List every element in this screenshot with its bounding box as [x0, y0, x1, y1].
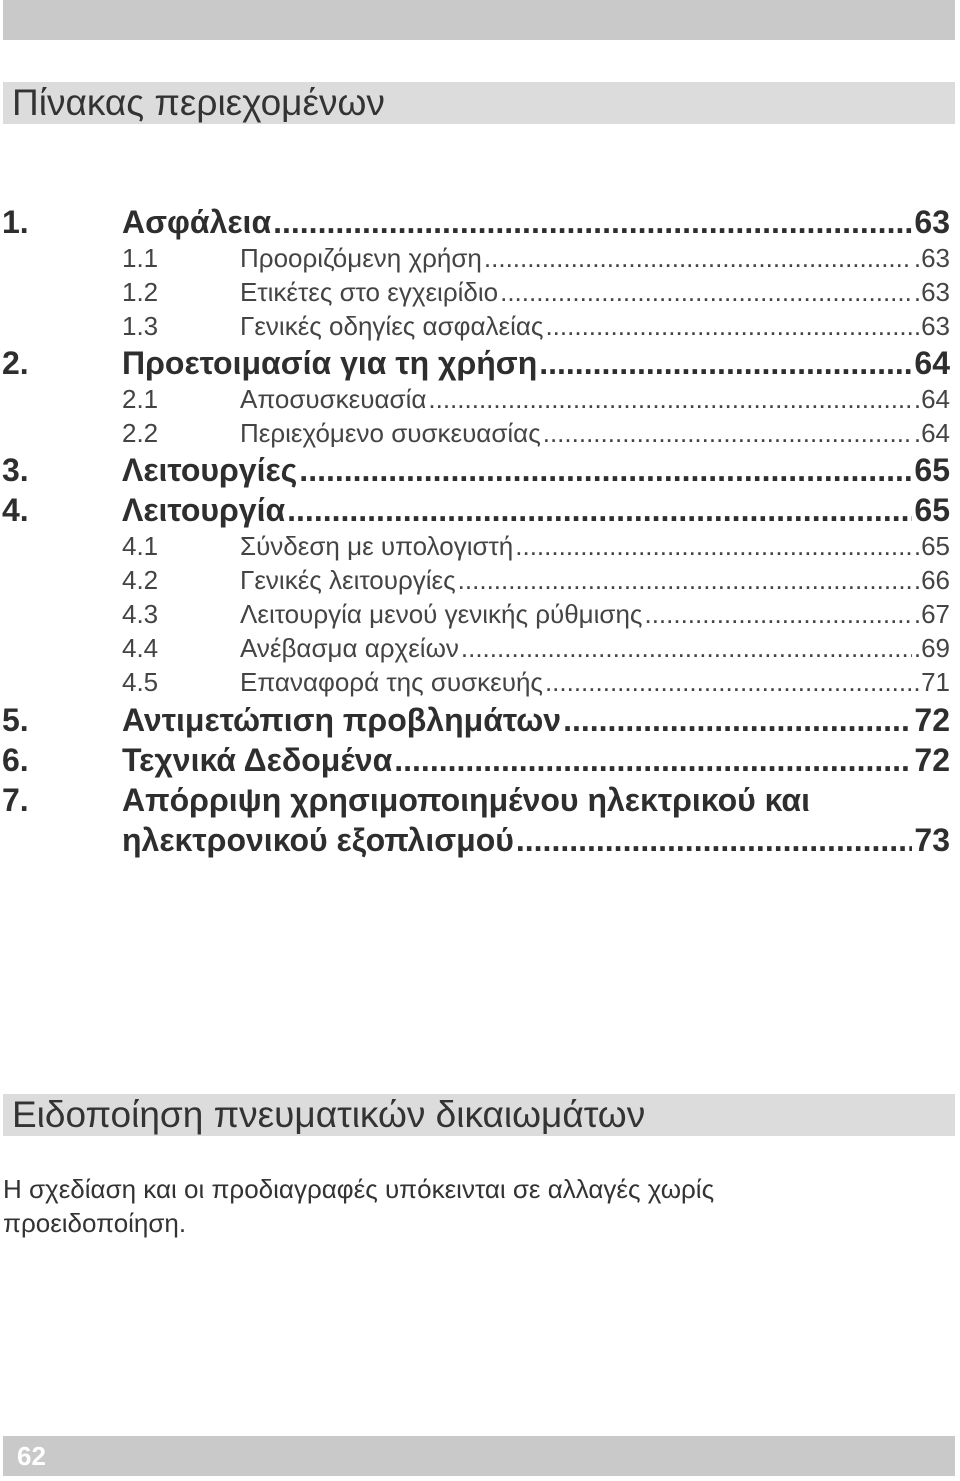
- toc-entry-4-2[interactable]: [0, 563, 960, 597]
- toc-entry-title: Απόρριψη χρησιμοποιημένου ηλεκτρικού και: [122, 781, 810, 818]
- toc-heading: Πίνακας περιεχομένων: [3, 82, 955, 124]
- toc-entry-title: Λειτουργίες: [122, 451, 298, 488]
- dot-leader: [484, 243, 912, 274]
- toc-entry-page: 64: [914, 344, 950, 381]
- toc-entry-number: 1.3: [122, 310, 159, 341]
- toc-entry-title: Λειτουργία μενού γενικής ρύθμισης: [240, 598, 643, 629]
- toc-entry-page: .65: [913, 530, 950, 561]
- toc-entry-page: 63: [914, 203, 950, 240]
- dot-leader: [516, 822, 913, 859]
- toc-entry-number: 3.: [2, 451, 29, 488]
- toc-entry-number: 4.3: [122, 598, 159, 629]
- footer-bar: [3, 1436, 955, 1476]
- toc-entry-number: 2.1: [122, 383, 159, 414]
- toc-entry-title: Σύνδεση με υπολογιστή: [240, 530, 514, 561]
- toc-entry-title: Προοριζόμενη χρήση: [240, 242, 482, 273]
- toc-entry-title: Γενικές οδηγίες ασφαλείας: [240, 310, 544, 341]
- toc-entry-title: Περιεχόμενο συσκευασίας: [240, 417, 541, 448]
- dot-leader: [458, 565, 912, 596]
- dot-leader: [461, 633, 912, 664]
- dot-leader: [644, 599, 911, 630]
- toc-entry-1-1[interactable]: [0, 241, 960, 275]
- toc-entry-7[interactable]: [0, 781, 960, 819]
- toc-entry-number: 4.2: [122, 564, 159, 595]
- toc-entry-1-2[interactable]: [0, 275, 960, 309]
- top-decorative-bar: [3, 0, 955, 40]
- toc-entry-title: Προετοιμασία για τη χρήση: [122, 344, 538, 381]
- toc-entry-2-1[interactable]: [0, 382, 960, 416]
- toc-entry-number: 4.1: [122, 530, 159, 561]
- toc-entry-page: 65: [914, 451, 950, 488]
- toc-entry-6[interactable]: [0, 741, 960, 779]
- toc-entry-title: Τεχνικά Δεδομένα: [122, 741, 393, 778]
- toc-entry-7-continued[interactable]: [0, 821, 960, 859]
- toc-entry-2[interactable]: [0, 344, 960, 382]
- toc-entry-page: 65: [914, 491, 950, 528]
- toc-entry-title: Ετικέτες στο εγχειρίδιο: [240, 276, 499, 307]
- toc-entry-number: 4.4: [122, 632, 159, 663]
- toc-entry-page: .63: [913, 242, 950, 273]
- dot-leader: [428, 384, 911, 415]
- toc-entry-page: 72: [914, 741, 950, 778]
- toc-entry-2-2[interactable]: [0, 416, 960, 450]
- toc-entry-page: .66: [913, 564, 950, 595]
- toc-entry-1-3[interactable]: [0, 309, 960, 343]
- toc-entry-title: Αντιμετώπιση προβλημάτων: [122, 701, 562, 738]
- toc-entry-page: .63: [913, 276, 950, 307]
- toc-entry-1[interactable]: [0, 203, 960, 241]
- toc-entry-3[interactable]: [0, 451, 960, 489]
- toc-entry-4-1[interactable]: [0, 529, 960, 563]
- toc-entry-title: Ασφάλεια: [122, 203, 272, 240]
- toc-entry-page: 73: [914, 821, 950, 858]
- dot-leader: [515, 531, 912, 562]
- dot-leader: [543, 418, 912, 449]
- dot-leader: [394, 742, 912, 779]
- toc-entry-page: .64: [913, 383, 950, 414]
- toc-entry-number: 2.2: [122, 417, 159, 448]
- toc-entry-page: .63: [913, 310, 950, 341]
- toc-entry-number: 1.: [2, 203, 29, 240]
- toc-entry-title: Αποσυσκευασία: [240, 383, 427, 414]
- toc-entry-4-5[interactable]: [0, 665, 960, 699]
- dot-leader: [287, 492, 912, 529]
- dot-leader: [563, 702, 912, 739]
- toc-entry-page: .67: [913, 598, 950, 629]
- dot-leader: [545, 667, 919, 698]
- toc-entry-title: ηλεκτρονικού εξοπλισμού: [122, 821, 514, 858]
- toc-entry-number: 5.: [2, 701, 29, 738]
- page-number: 62: [17, 1441, 46, 1471]
- toc-entry-page: .64: [913, 417, 950, 448]
- toc-entry-number: 4.: [2, 491, 29, 528]
- toc-entry-number: 1.2: [122, 276, 159, 307]
- dot-leader: [500, 277, 912, 308]
- toc-entry-page: 72: [914, 701, 950, 738]
- toc-entry-number: 7.: [2, 781, 29, 818]
- toc-entry-number: 2.: [2, 344, 29, 381]
- toc-entry-number: 1.1: [122, 242, 159, 273]
- toc-entry-4-3[interactable]: [0, 597, 960, 631]
- toc-entry-title: Λειτουργία: [122, 491, 286, 528]
- toc-entry-title: Ανέβασμα αρχείων: [240, 632, 459, 663]
- dot-leader: [273, 204, 912, 241]
- toc-entry-page: .69: [913, 632, 950, 663]
- toc-entry-number: 4.5: [122, 666, 159, 697]
- toc-entry-4-4[interactable]: [0, 631, 960, 665]
- dot-leader: [539, 345, 912, 382]
- toc-entry-number: 6.: [2, 741, 29, 778]
- dot-leader: [545, 311, 911, 342]
- copyright-heading: Ειδοποίηση πνευματικών δικαιωμάτων: [3, 1094, 955, 1136]
- toc-entry-title: Επαναφορά της συσκευής: [240, 666, 543, 697]
- toc-entry-5[interactable]: [0, 701, 960, 739]
- toc-entry-page: 71: [921, 666, 950, 697]
- dot-leader: [299, 452, 912, 489]
- toc-entry-4[interactable]: [0, 491, 960, 529]
- toc-entry-title: Γενικές λειτουργίες: [240, 564, 456, 595]
- copyright-notice: Η σχεδίαση και οι προδιαγραφές υπόκεινται σε αλλαγές χωρίς προειδοποίηση.: [3, 1174, 715, 1238]
